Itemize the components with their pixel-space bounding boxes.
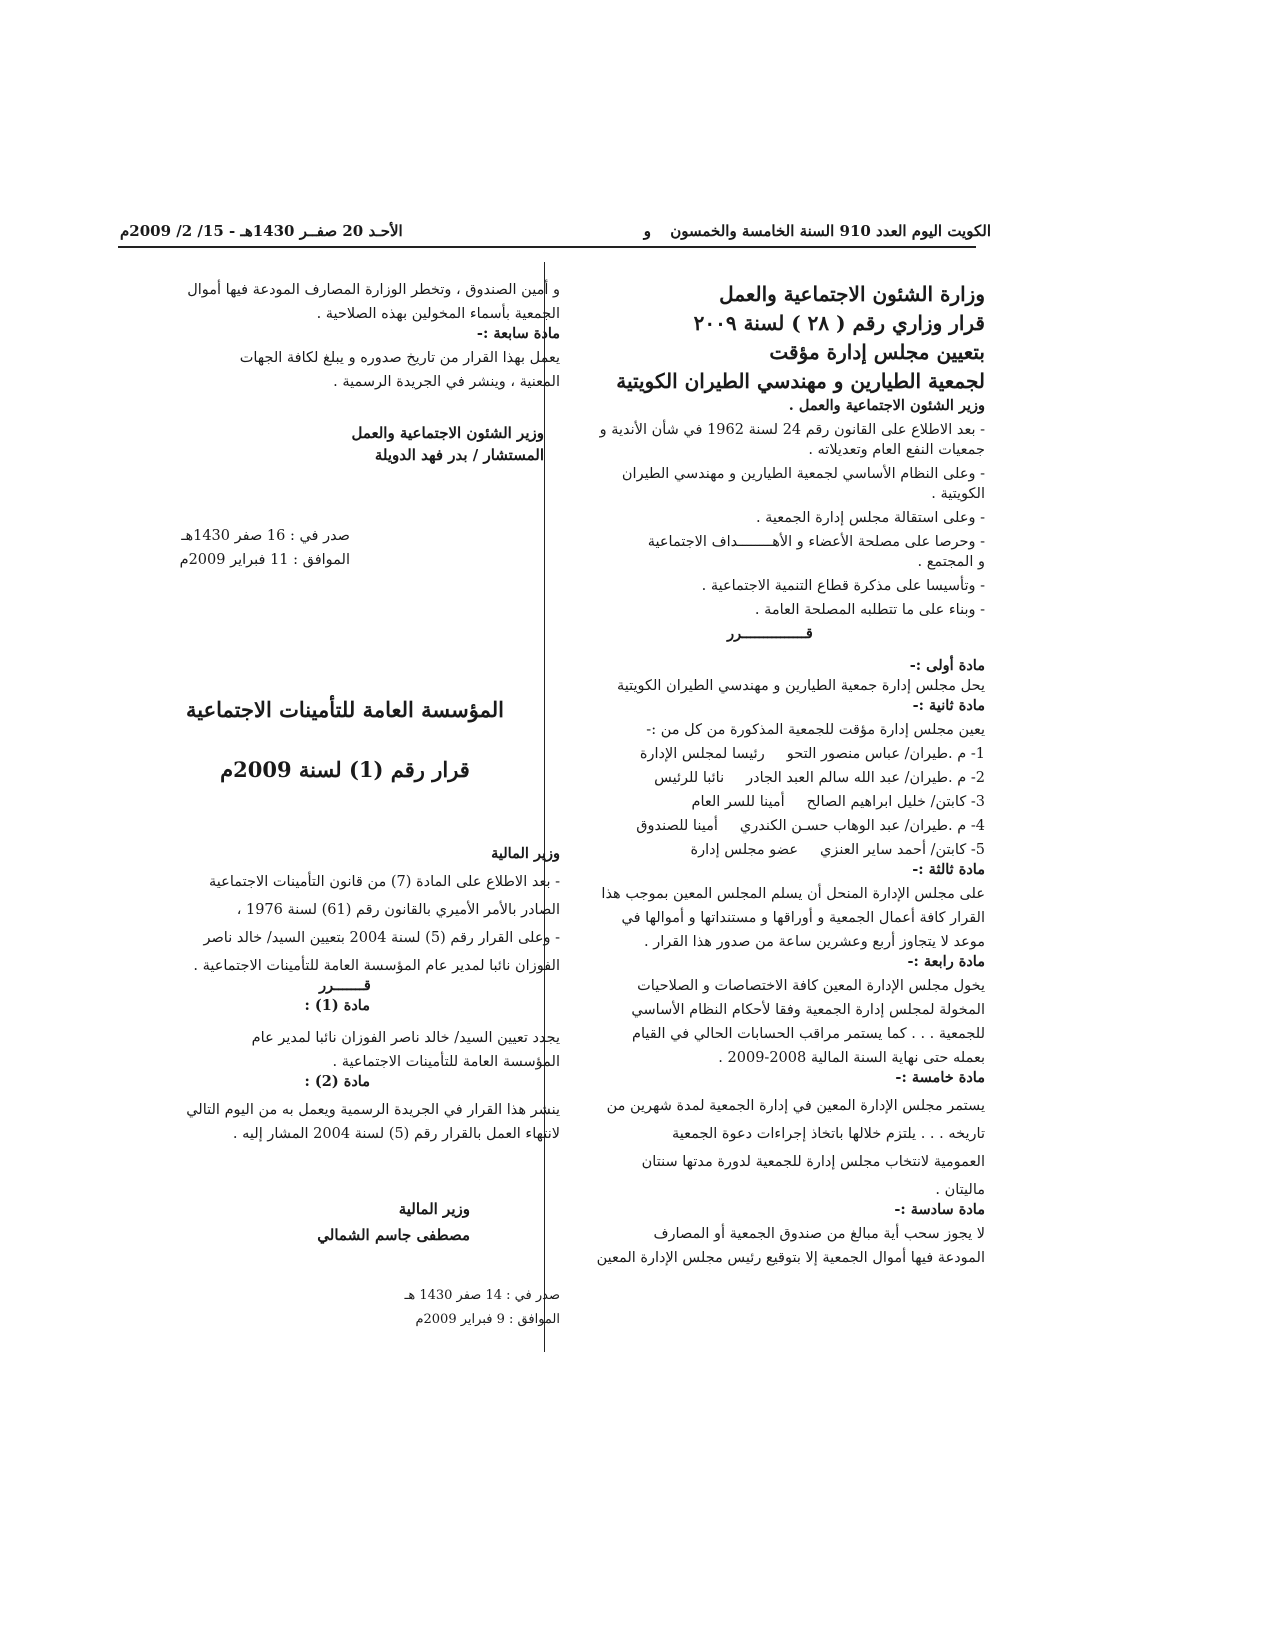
decided-heading: قـــــــرر [319,977,371,994]
preamble-line: - وبناء على ما تتطلبه المصلحة العامة . [754,602,985,618]
member-name: 5- كابتن/ أحمد ساير العنزي [820,842,985,858]
minister-line: وزير الشئون الاجتماعية والعمل . [788,397,985,414]
article-4-line: بعمله حتى نهاية السنة المالية 2008-2009 . [718,1050,985,1066]
article-7-line: يعمل بهذا القرار من تاريخ صدوره و يبلغ لكافة الجهات [239,350,560,366]
preamble-line: و المجتمع . [917,554,985,570]
article-5-line: ماليتان . [935,1182,985,1198]
continuation-line: و أمين الصندوق ، وتخطر الوزارة المصارف المودعة فيها أموال [187,282,560,298]
preamble-line: الكويتية . [931,486,985,502]
member-name: 1- م .طيران/ عباس منصور التحو [786,746,985,762]
issued-date: صدر في : 16 صفر 1430هـ [181,528,350,544]
right-column [555,280,985,1268]
header-issue-text: الكويت اليوم العدد 910 السنة الخامسة والخمسون [670,222,991,240]
article-5-line: يستمر مجلس الإدارة المعين في إدارة الجمعية لمدة شهرين من [606,1098,985,1114]
org-title: المؤسسة العامة للتأمينات الاجتماعية [186,697,504,722]
continuation-line: الجمعية بأسماء المخولين بهذه الصلاحية . [316,306,560,322]
member-row [555,744,985,764]
header-date: الأحـد 20 صفــر 1430هـ - 15/ 2/ 2009م [120,222,403,240]
article-5-title: مادة خامسة :- [895,1069,985,1086]
article-3-line: القرار كافة أعمال الجمعية و أوراقها و مستنداتها و أموالها في [621,910,985,926]
preamble2-line: الصادر بالأمر الأميري بالقانون رقم (61) لسنة 1976 ، [236,902,560,918]
member-role: أمينا للصندوق [636,818,718,834]
member-row [555,768,985,788]
article-6-line: المودعة فيها أموال الجمعية إلا بتوقيع رئيس مجلس الإدارة المعين [596,1250,985,1266]
member-role: أمينا للسر العام [691,794,785,810]
article-3-line: موعد لا يتجاوز أربع وعشرين ساعة من صدور هذا القرار . [644,934,985,950]
preamble-line: جمعيات النفع العام وتعديلاته . [808,442,985,458]
article-7-title: مادة سابعة :- [476,325,560,342]
corresponding-date: الموافق : 11 فبراير 2009م [179,552,350,568]
article-2-title: مادة (2) : [304,1073,370,1090]
article-1-line: يجدد تعيين السيد/ خالد ناصر الفوزان نائبا لمدير عام [251,1030,560,1046]
preamble2-line: الفوزان نائبا لمدير عام المؤسسة العامة للتأمينات الاجتماعية . [193,958,560,974]
article-7-line: المعنية ، وينشر في الجريدة الرسمية . [333,374,560,390]
member-row [555,792,985,812]
member-name: 4- م .طيران/ عبد الوهاب حسـن الكندري [739,818,985,834]
article-5-line: تاريخه . . . يلتزم خلالها باتخاذ إجراءات دعوة الجمعية [671,1126,985,1142]
article-2-title: مادة ثانية :- [912,697,985,714]
preamble2-line: - وعلى القرار رقم (5) لسنة 2004 بتعيين السيد/ خالد ناصر [203,930,560,946]
article-1-title: مادة (1) : [304,997,370,1014]
article-1-title: مادة أولى :- [909,657,985,674]
member-name: 2- م .طيران/ عبد الله سالم العبد الجادر [746,770,985,786]
association-title: لجمعية الطيارين و مهندسي الطيران الكويتية [616,369,985,393]
article-2-line: لانتهاء العمل بالقرار رقم (5) لسنة 2004 المشار إليه . [232,1126,560,1142]
article-4-line: يخول مجلس الإدارة المعين كافة الاختصاصات و الصلاحيات [637,978,985,994]
member-row [555,816,985,836]
header-rule [118,246,976,248]
article-6-line: لا يجوز سحب أية مبالغ من صندوق الجمعية أو المصارف [653,1226,985,1242]
decision-subject-title: بتعيين مجلس إدارة مؤقت [769,340,985,364]
article-1-line: المؤسسة العامة للتأمينات الاجتماعية . [332,1054,560,1070]
header-issue-info [644,222,991,246]
member-role: نائبا للرئيس [654,770,725,786]
issued-date: صدر في : 14 صفر 1430 هـ [404,1288,560,1303]
preamble-line: - وعلى استقالة مجلس إدارة الجمعية . [755,510,985,526]
preamble-line: - وعلى النظام الأساسي لجمعية الطيارين و مهندسي الطيران [621,466,985,482]
member-row [555,840,985,860]
article-3-line: على مجلس الإدارة المنحل أن يسلم المجلس المعين بموجب هذا [601,886,985,902]
article-5-line: العمومية لانتخاب مجلس إدارة للجمعية لدورة مدتها سنتان [641,1154,985,1170]
decision-title: قرار رقم (1) لسنة 2009م [220,757,470,782]
decision-number-title: قرار وزاري رقم ( ٢٨ ) لسنة ٢٠٠٩ [693,311,985,335]
preamble-line: - بعد الاطلاع على القانون رقم 24 لسنة 1962 في شأن الأندية و [599,422,985,438]
article-4-title: مادة رابعة :- [907,953,985,970]
corresponding-date: الموافق : 9 فبراير 2009م [415,1312,560,1327]
ministry-title: وزارة الشئون الاجتماعية والعمل [719,282,985,306]
decided-heading: قـــــــــــــــرر [727,625,813,642]
article-4-line: للجمعية . . . كما يستمر مراقب الحسابات الحالي في القيام [632,1026,985,1042]
preamble-line: - وحرصا على مصلحة الأعضاء و الأهــــــــداف الاجتماعية [647,534,985,550]
preamble-line: - وتأسيسا على مذكرة قطاع التنمية الاجتماعية . [701,578,985,594]
signer2-title: وزير المالية [398,1200,470,1218]
article-1-text: يحل مجلس إدارة جمعية الطيارين و مهندسي الطيران الكويتية [616,678,985,694]
member-name: 3- كابتن/ خليل ابراهيم الصالح [806,794,985,810]
article-6-title: مادة سادسة :- [894,1201,985,1218]
signer-name: المستشار / بدر فهد الدويلة [374,446,544,464]
article-2-line: ينشر هذا القرار في الجريدة الرسمية ويعمل به من اليوم التالي [186,1102,560,1118]
left-column [130,280,560,1330]
minister-finance-line: وزير المالية [491,845,560,862]
header-issue-mark: و [643,222,651,240]
signer-title: وزير الشئون الاجتماعية والعمل [351,424,544,442]
member-role: عضو مجلس إدارة [690,842,799,858]
article-4-line: المخولة لمجلس إدارة الجمعية وفقا لأحكام النظام الأساسي [631,1002,985,1018]
preamble2-line: - بعد الاطلاع على المادة (7) من قانون التأمينات الاجتماعية [209,874,560,890]
member-role: رئيسا لمجلس الإدارة [639,746,765,762]
signer2-name: مصطفى جاسم الشمالي [317,1226,470,1244]
article-3-title: مادة ثالثة :- [912,861,985,878]
article-2-text: يعين مجلس إدارة مؤقت للجمعية المذكورة من كل من :- [646,722,985,738]
